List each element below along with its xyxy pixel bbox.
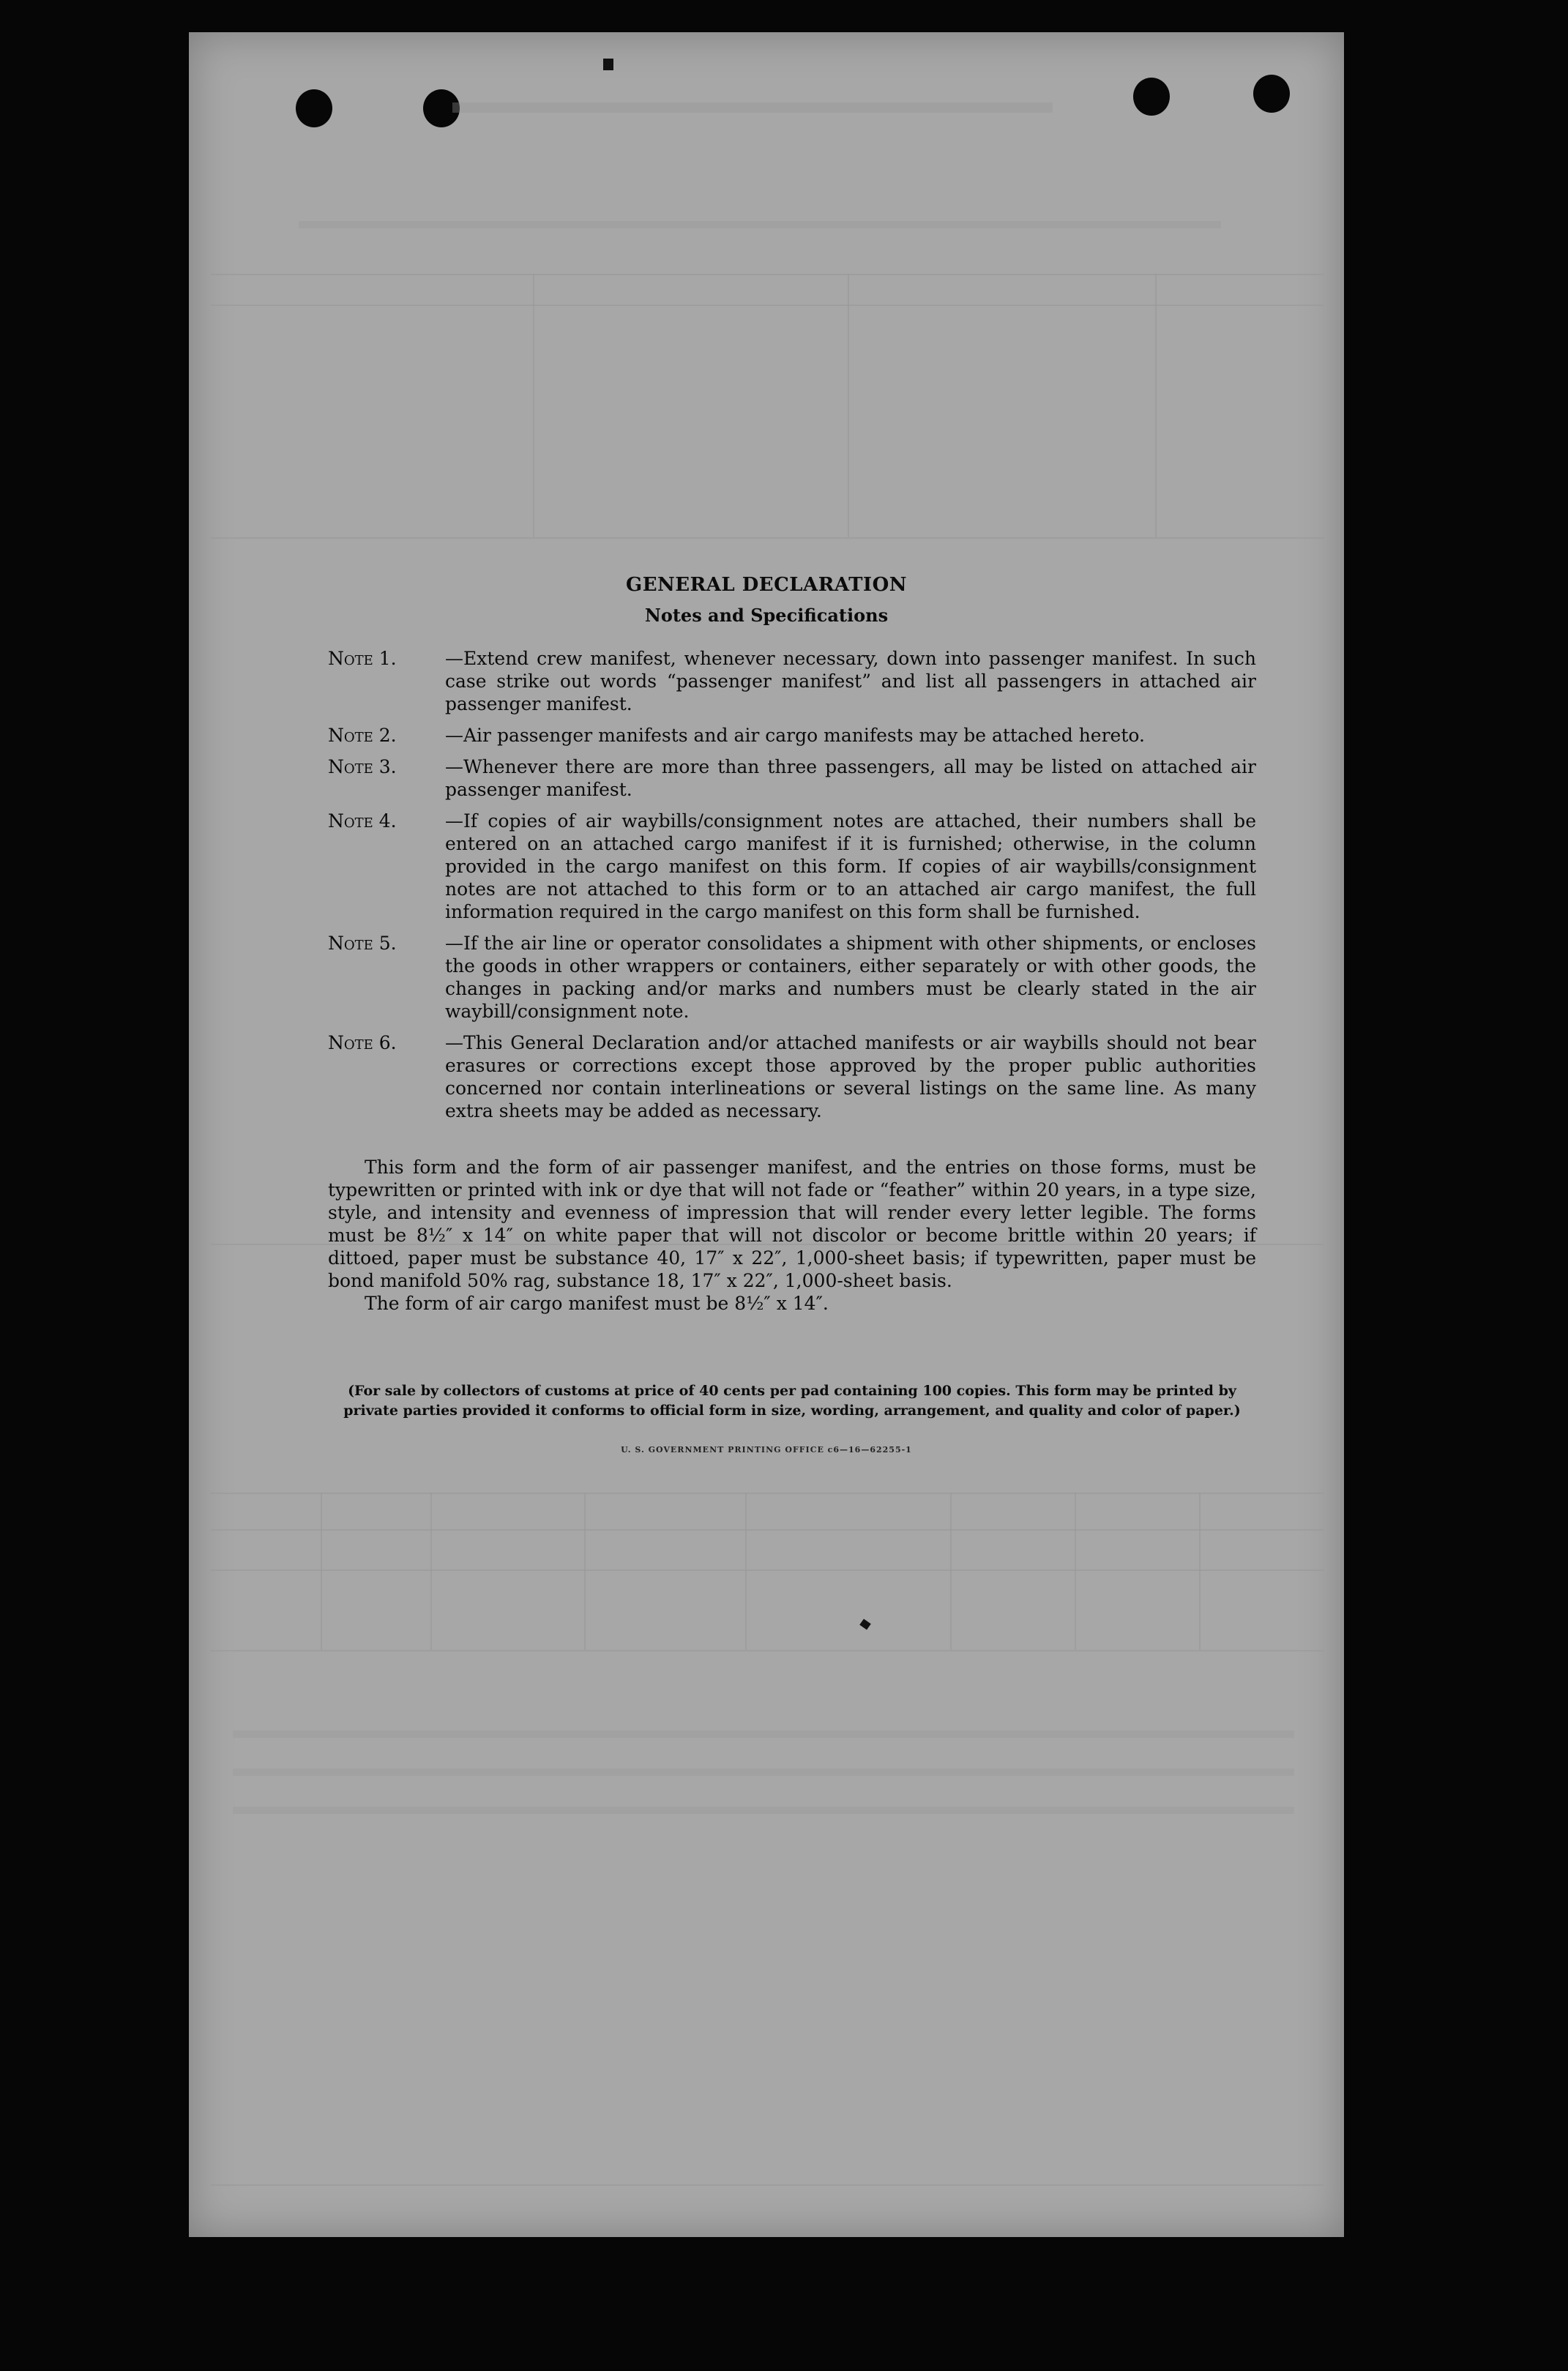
bleed-through-line: [321, 1493, 322, 1650]
note-label: Note 5.: [328, 933, 397, 954]
bleed-through-line: [211, 1650, 1324, 1651]
form-requirements-paragraph: This form and the form of air passenger manifest, and the entries on those forms, must be typewritten or printed with ink or dye that will not fade or “feather” within 20 years, in a type size, style, and intensity and evenness of impression that will render every letter legible. The forms must be 8½″ x 14″ on white paper that will not discolor or become brittle within 20 years; if dittoed, paper must be substance 40, 17″ x 22″, 1,000-sheet basis; if typewritten, paper must be bond manifold 50% rag, substance 18, 17″ x 22″, 1,000-sheet basis.: [328, 1157, 1256, 1291]
punch-hole: [1253, 75, 1290, 113]
sale-note: (For sale by collectors of customs at price of 40 cents per pad containing 100 copies. This form may be printed by private parties provided it conforms to official form in size, wording, arrangement, and quality and color of paper.): [343, 1383, 1241, 1419]
document-subtitle: Notes and Specifications: [644, 605, 889, 626]
bleed-through-line: [1075, 1493, 1076, 1650]
note-item: [328, 1031, 1256, 1122]
note-item: [328, 647, 1256, 715]
note-item: [328, 755, 1256, 801]
note-item: [328, 810, 1256, 923]
note-label: Note 4.: [328, 810, 397, 832]
bleed-through-line: [430, 1493, 432, 1650]
note-text: —This General Declaration and/or attached manifests or air waybills should not bear erasures or corrections except those approved by the proper public authorities concerned nor contain interlineations or several listings on the same line. As many extra sheets may be added as necessary.: [445, 1032, 1256, 1121]
bleed-through-line: [211, 305, 1324, 306]
note-item: [328, 932, 1256, 1023]
note-label: Note 3.: [328, 756, 397, 777]
punch-hole: [296, 89, 332, 127]
bleed-through-line: [584, 1493, 586, 1650]
edge-mark: [603, 59, 613, 70]
bleed-through-line: [533, 274, 534, 537]
bleed-through-line: [452, 102, 1053, 113]
bleed-through-line: [233, 1730, 1294, 1738]
bleed-through-line: [211, 1569, 1324, 1571]
bleed-through-line: [1155, 274, 1157, 537]
note-text: —Whenever there are more than three passengers, all may be listed on attached air passenger manifest.: [445, 756, 1256, 800]
document-page: [189, 32, 1344, 2237]
document-title: GENERAL DECLARATION: [625, 574, 907, 596]
note-text: —Air passenger manifests and air cargo manifests may be attached hereto.: [445, 725, 1145, 746]
bleed-through-line: [211, 274, 1324, 275]
note-item: [328, 724, 1256, 747]
bleed-through-line: [211, 1529, 1324, 1531]
bleed-through-line: [233, 1769, 1294, 1776]
bleed-through-line: [745, 1493, 747, 1650]
bleed-through-line: [211, 2184, 1324, 2186]
bleed-through-line: [1199, 1493, 1201, 1650]
cargo-manifest-size-line: The form of air cargo manifest must be 8½″ x 14″.: [365, 1293, 829, 1314]
bleed-through-line: [211, 1493, 1324, 1494]
note-label: Note 2.: [328, 725, 397, 746]
punch-hole: [1133, 78, 1170, 116]
notes-list: [328, 647, 1256, 1131]
note-label: Note 6.: [328, 1032, 397, 1053]
printer-imprint: U. S. GOVERNMENT PRINTING OFFICE c6—16—62255-1: [621, 1445, 912, 1455]
bleed-through-line: [233, 1807, 1294, 1814]
bleed-through-line: [211, 537, 1324, 539]
bleed-through-line: [848, 274, 849, 537]
bleed-through-line: [950, 1493, 952, 1650]
ink-speck: [859, 1618, 871, 1629]
note-text: —Extend crew manifest, whenever necessary, down into passenger manifest. In such case strike out words “passenger manifest” and list all passengers in attached air passenger manifest.: [445, 648, 1256, 714]
bleed-through-line: [299, 221, 1221, 228]
note-label: Note 1.: [328, 648, 397, 669]
note-text: —If the air line or operator consolidates a shipment with other shipments, or encloses the goods in other wrappers or containers, either separately or with other goods, the changes in packing and/or marks and numbers must be clearly stated in the air waybill/consignment note.: [445, 933, 1256, 1022]
note-text: —If copies of air waybills/consignment notes are attached, their numbers shall be entered on an attached cargo manifest if it is furnished; otherwise, in the column provided in the cargo manifest on this form. If copies of air waybills/consignment notes are not attached to this form or to an attached air cargo manifest, the full information required in the cargo manifest on this form shall be furnished.: [445, 810, 1256, 922]
